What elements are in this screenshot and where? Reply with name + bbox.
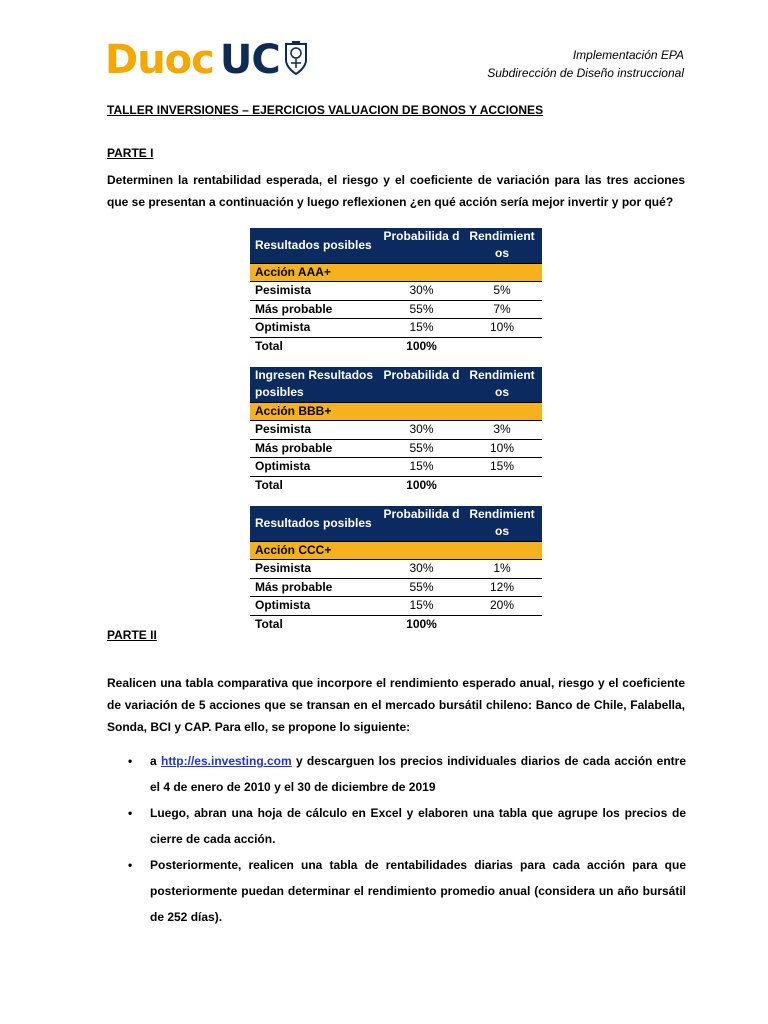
table-header: [250, 228, 542, 263]
th-probabilidad: Probabilida d: [383, 507, 460, 521]
bullet-list: [128, 748, 686, 930]
table-row: Pesimista 30% 1%: [250, 560, 542, 579]
document-title: TALLER INVERSIONES – EJERCICIOS VALUACION DE BONOS Y ACCIONES: [107, 103, 544, 117]
table-header: [250, 506, 542, 541]
list-item: • Luego, abran una hoja de cálculo en Excel y elaboren una tabla que agrupe los precios de cierre de cada acción.: [128, 800, 686, 852]
table-row: Más probable 55% 10%: [250, 440, 542, 459]
table-accion-ccc: [250, 506, 542, 633]
parte-2-heading: PARTE II: [107, 628, 157, 642]
duoc-uc-logo: [105, 32, 309, 83]
th-rendimientos: Rendimient os: [469, 229, 535, 260]
bullet-dot-icon: •: [128, 754, 133, 768]
table-accion-bbb: [250, 367, 542, 494]
crest-icon: [283, 40, 309, 76]
table-row: Más probable 55% 12%: [250, 579, 542, 598]
parte-1-heading: PARTE I: [107, 146, 154, 160]
band-accion: Acción AAA+: [250, 263, 542, 282]
parte-2-text: Realicen una tabla comparativa que incorpore el rendimiento esperado anual, riesgo y el coeficiente de variación de 5 acciones que se transan en el mercado bursátil chileno: Banco de Chile, Falabella, Sonda, BCI y CAP. Para ello, se propone lo siguiente:: [107, 676, 685, 734]
table-row: Optimista 15% 15%: [250, 458, 542, 477]
bullet-dot-icon: •: [128, 858, 133, 872]
th-resultados: Resultados posibles: [255, 515, 372, 530]
table-row: Optimista 15% 10%: [250, 319, 542, 338]
table-row: Pesimista 30% 5%: [250, 282, 542, 301]
th-rendimientos: Rendimient os: [469, 368, 535, 399]
logo-uc-text: UC: [219, 37, 280, 83]
table-row-total: Total 100%: [255, 616, 437, 631]
logo-duoc-text: Duoc: [105, 37, 214, 83]
th-resultados: Ingresen Resultados posibles: [255, 368, 374, 399]
investing-link[interactable]: http://es.investing.com: [160, 754, 292, 768]
table-row: Más probable 55% 7%: [250, 301, 542, 320]
header-right: [487, 46, 684, 82]
table-row: Pesimista 30% 3%: [250, 421, 542, 440]
list-item: • Posteriormente, realicen una tabla de rentabilidades diarias para cada acción para que posteriormente puedan determinar el rendimiento promedio anual (considera un año bursátil de 252 días).: [128, 852, 686, 930]
table-row: Optimista 15% 20%: [250, 597, 542, 616]
th-probabilidad: Probabilida d: [383, 229, 460, 243]
table-header: [250, 367, 542, 402]
table-row-total: Total 100%: [255, 338, 437, 353]
th-rendimientos: Rendimient os: [469, 507, 535, 538]
table-row-total: Total 100%: [255, 477, 437, 492]
th-resultados: Resultados posibles: [255, 237, 372, 252]
parte-1-text: Determinen la rentabilidad esperada, el riesgo y el coeficiente de variación para las tres acciones que se presentan a continuación y luego reflexionen ¿en qué acción sería mejor invertir y por qué?: [107, 173, 685, 209]
table-accion-aaa: [250, 228, 542, 355]
list-item: • a http://es.investing.com y descarguen los precios individuales diarios de cada acción entre el 4 de enero de 2010 y el 30 de diciembre de 2019: [128, 748, 686, 800]
th-probabilidad: Probabilida d: [383, 368, 460, 382]
header-line-subdireccion: Subdirección de Diseño instruccional: [487, 66, 684, 80]
header-line-implementacion: Implementación EPA: [572, 48, 684, 62]
bullet-dot-icon: •: [128, 806, 133, 820]
band-accion: Acción CCC+: [250, 541, 542, 560]
band-accion: Acción BBB+: [250, 402, 542, 421]
